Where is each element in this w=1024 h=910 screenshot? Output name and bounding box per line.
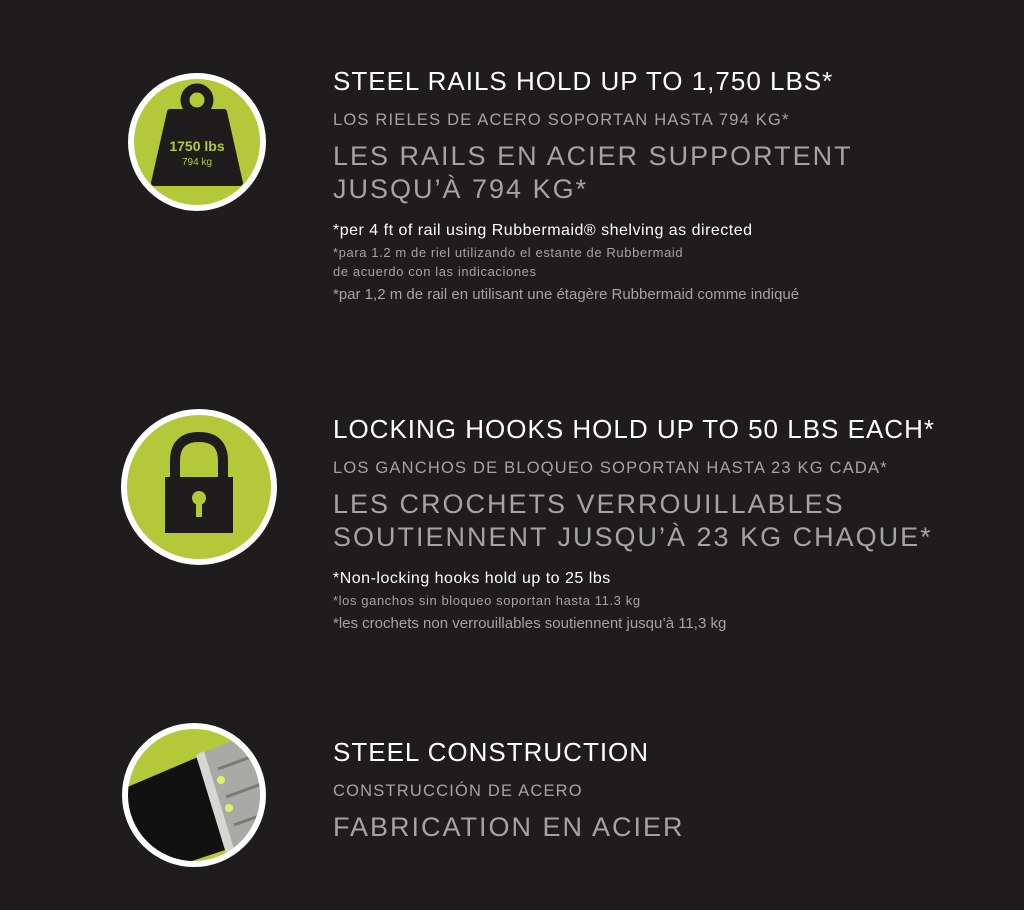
title-fr-line1: FABRICATION EN ACIER [333, 812, 685, 842]
weight-sub-label: 794 kg [181, 157, 213, 168]
note-es-line1: *los ganchos sin bloqueo soportan hasta 11.3 kg [333, 593, 641, 608]
note-es [333, 243, 853, 281]
title-en: STEEL RAILS HOLD UP TO 1,750 LBS* [333, 66, 834, 96]
note-fr: *les crochets non verrouillables soutiennent jusqu’à 11,3 kg [333, 615, 727, 632]
note-es [333, 591, 935, 610]
title-es: CONSTRUCCIÓN DE ACERO [333, 782, 583, 800]
weight-icon [134, 79, 260, 205]
padlock-badge [121, 409, 277, 565]
note-fr: *par 1,2 m de rail en utilisant une étagère Rubbermaid comme indiqué [333, 286, 800, 303]
title-fr-line1: LES RAILS EN ACIER SUPPORTENT [333, 141, 853, 171]
title-en: LOCKING HOOKS HOLD UP TO 50 LBS EACH* [333, 414, 935, 444]
feature-text-block [333, 737, 685, 844]
feature-text-block [333, 414, 935, 632]
title-fr [333, 811, 685, 844]
title-en: STEEL CONSTRUCTION [333, 737, 650, 767]
title-es: LOS RIELES DE ACERO SOPORTAN HASTA 794 KG* [333, 111, 790, 129]
weight-badge [128, 73, 266, 211]
title-fr [333, 488, 935, 554]
note-en: *Non-locking hooks hold up to 25 lbs [333, 570, 611, 587]
title-fr-line1: LES CROCHETS VERROUILLABLES [333, 489, 845, 519]
steel-rail-badge [122, 723, 266, 867]
padlock-icon [127, 415, 271, 559]
steel-rail-icon [128, 729, 260, 861]
title-fr [333, 140, 853, 206]
note-es-line1: *para 1.2 m de riel utilizando el estante de Rubbermaid [333, 245, 684, 260]
note-en: *per 4 ft of rail using Rubbermaid® shelving as directed [333, 222, 753, 239]
note-es-line2: de acuerdo con las indicaciones [333, 264, 537, 279]
title-fr-line2: JUSQU’À 794 KG* [333, 174, 589, 204]
title-fr-line2: SOUTIENNENT JUSQU’À 23 KG CHAQUE* [333, 522, 933, 552]
weight-main-label: 1750 lbs [169, 138, 225, 154]
title-es: LOS GANCHOS DE BLOQUEO SOPORTAN HASTA 23 KG CADA* [333, 459, 888, 477]
feature-text-block [333, 66, 853, 303]
